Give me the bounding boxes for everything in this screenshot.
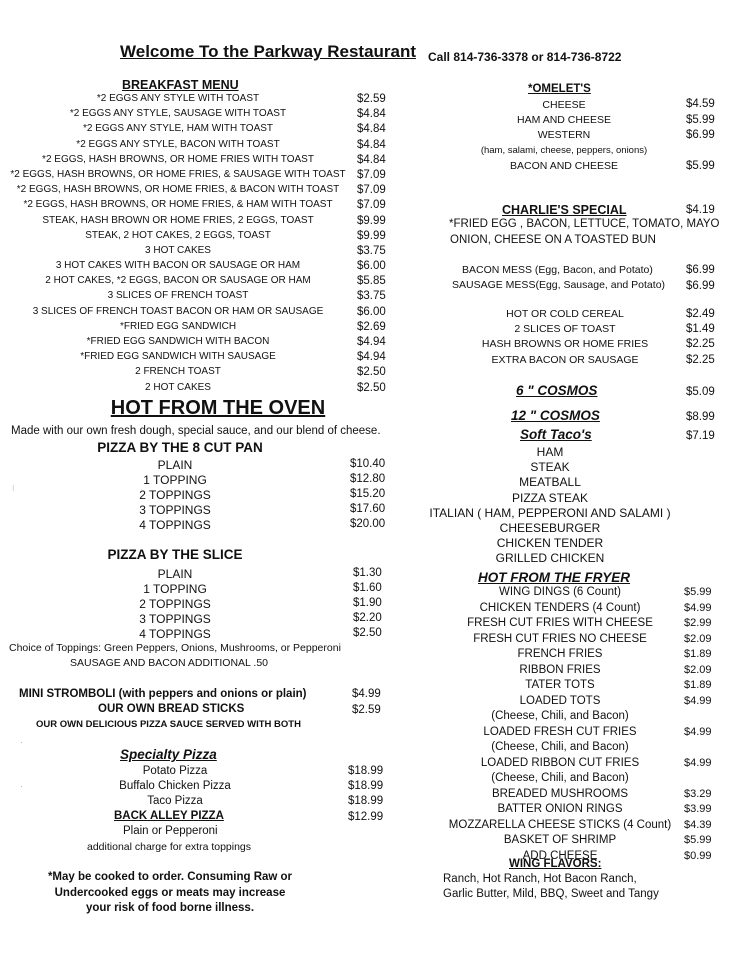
- slice-pizza-item-name: 1 TOPPING: [143, 582, 207, 596]
- slice-pizza-item-name: PLAIN: [157, 567, 193, 581]
- fryer-item-price: $3.99: [684, 803, 712, 815]
- breakfast-item-price: $2.69: [357, 320, 386, 333]
- soft-tacos-heading: Soft Taco's: [520, 427, 592, 442]
- omelet-western-note: (ham, salami, cheese, peppers, onions): [480, 145, 648, 156]
- breakfast-item-price: $2.59: [357, 93, 386, 105]
- breakfast-item-price: $7.09: [357, 199, 386, 212]
- side-item-price: $2.25: [686, 338, 715, 351]
- breakfast-item-name: STEAK, 2 HOT CAKES, 2 EGGS, TOAST: [85, 229, 271, 241]
- breakfast-item-name: 3 HOT CAKES WITH BACON OR SAUSAGE OR HAM: [55, 260, 301, 272]
- side-item: [450, 338, 730, 353]
- charlies-special-price: $4.19: [686, 204, 715, 216]
- mini-stromboli: MINI STROMBOLI (with peppers and onions or plain): [19, 688, 307, 700]
- breakfast-item-name: 2 FRENCH TOAST: [135, 366, 221, 378]
- twelve-inch-cosmos: 12 " COSMOS: [511, 408, 600, 423]
- soft-taco-item: [420, 521, 700, 536]
- slice-pizza-item: [0, 612, 400, 627]
- six-inch-cosmos: 6 " COSMOS: [516, 383, 598, 398]
- breakfast-item-name: 3 SLICES OF FRENCH TOAST: [107, 290, 249, 302]
- side-item: [450, 354, 730, 369]
- slice-pizza-item-name: 2 TOPPINGS: [139, 597, 211, 611]
- slice-pizza-item-price: $1.90: [353, 597, 382, 609]
- fryer-item-name: MOZZARELLA CHEESE STICKS (4 Count): [448, 818, 672, 831]
- twelve-inch-cosmos-price: $8.99: [686, 411, 715, 423]
- mini-stromboli-price: $4.99: [352, 688, 381, 700]
- wing-flavors-line-2: Garlic Butter, Mild, BBQ, Sweet and Tangy: [443, 888, 659, 900]
- breakfast-item: [0, 230, 395, 245]
- fryer-item: [440, 586, 740, 602]
- back-alley-pizza: BACK ALLEY PIZZA: [114, 810, 224, 822]
- fryer-item: [440, 772, 740, 788]
- pan-pizza-list: [0, 458, 400, 533]
- breakfast-item: [0, 199, 395, 214]
- warning-line-2: Undercooked eggs or meats may increase: [54, 886, 286, 899]
- consumer-warning: [20, 870, 320, 917]
- fryer-item: [440, 648, 740, 664]
- fryer-item: [440, 602, 740, 618]
- soft-taco-item: [420, 506, 700, 521]
- breakfast-item-price: $4.84: [357, 138, 386, 151]
- soft-taco-item: [420, 491, 700, 506]
- fryer-list: [440, 586, 740, 865]
- fryer-item-name: (Cheese, Chili, and Bacon): [491, 741, 629, 753]
- fryer-item-price: $4.39: [684, 818, 712, 831]
- pan-pizza-item: [0, 473, 400, 488]
- breakfast-item: [0, 290, 395, 305]
- fryer-item-price: $5.99: [684, 834, 712, 846]
- soft-taco-item-name: HAM: [536, 445, 564, 459]
- fryer-item-name: RIBBON FRIES: [519, 663, 601, 676]
- slice-pizza-item-price: $1.30: [353, 567, 382, 579]
- breakfast-item-price: $6.00: [357, 260, 386, 273]
- pan-pizza-heading: PIZZA BY THE 8 CUT PAN: [97, 440, 263, 455]
- six-inch-cosmos-price: $5.09: [686, 386, 715, 398]
- soft-taco-item: [420, 536, 700, 551]
- sides-list: [450, 308, 730, 369]
- bread-sticks: OUR OWN BREAD STICKS: [98, 703, 245, 715]
- fryer-item-price: $3.29: [684, 787, 712, 800]
- fryer-item: [440, 633, 740, 649]
- fryer-item-name: FRESH CUT FRIES NO CHEESE: [473, 632, 647, 645]
- slice-pizza-item-price: $1.60: [353, 582, 382, 594]
- breakfast-item: [0, 154, 395, 169]
- soft-taco-item: [420, 445, 700, 460]
- fryer-item: [440, 819, 740, 835]
- pan-pizza-item: [0, 458, 400, 473]
- side-item-name: 2 SLICES OF TOAST: [514, 323, 616, 336]
- fryer-item-name: (Cheese, Chili, and Bacon): [491, 710, 629, 722]
- toppings-note: Choice of Toppings: Green Peppers, Onions, Mushrooms, or Pepperoni: [9, 642, 341, 654]
- fryer-item: [440, 679, 740, 695]
- pan-pizza-item: [0, 503, 400, 518]
- soft-taco-item: [420, 475, 700, 490]
- pan-pizza-item: [0, 488, 400, 503]
- omelet-bacon-cheese: BACON AND CHEESE: [510, 160, 618, 172]
- breakfast-item: [0, 260, 395, 275]
- sauce-note: OUR OWN DELICIOUS PIZZA SAUCE SERVED WITH BOTH: [36, 719, 301, 730]
- fryer-item-price: $4.99: [684, 725, 712, 738]
- fryer-item-name: ADD CHEESE: [522, 849, 598, 862]
- fryer-item-name: LOADED TOTS: [519, 694, 601, 707]
- pan-pizza-item-name: 2 TOPPINGS: [139, 488, 211, 502]
- breakfast-item-name: *2 EGGS ANY STYLE, HAM WITH TOAST: [82, 123, 274, 135]
- pan-pizza-item-price: $20.00: [350, 518, 386, 530]
- omelets-heading: *OMELET'S: [528, 83, 591, 95]
- soft-taco-item-name: ITALIAN ( HAM, PEPPERONI AND SALAMI ): [429, 505, 671, 520]
- fryer-item-name: FRENCH FRIES: [517, 648, 603, 660]
- slice-pizza-item-price: $2.20: [353, 612, 382, 624]
- soft-taco-item-name: CHEESEBURGER: [499, 520, 601, 535]
- omelet-cheese-price: $4.59: [686, 98, 715, 110]
- breakfast-item-price: $3.75: [357, 290, 386, 303]
- breakfast-item: [0, 336, 395, 351]
- side-item: [450, 308, 730, 323]
- pan-pizza-item-name: 1 TOPPING: [143, 473, 207, 487]
- soft-taco-item-name: STEAK: [530, 460, 570, 475]
- oven-subtitle: Made with our own fresh dough, special sauce, and our blend of cheese.: [11, 425, 381, 437]
- breakfast-item-price: $4.84: [357, 153, 386, 166]
- pan-pizza-item-price: $15.20: [350, 488, 386, 500]
- breakfast-item-name: 3 HOT CAKES: [145, 244, 211, 256]
- soft-taco-item-name: MEATBALL: [519, 475, 581, 490]
- breakfast-item-price: $7.09: [357, 184, 386, 197]
- scan-speck: ·: [20, 782, 23, 791]
- fryer-item-price: $2.99: [684, 617, 712, 629]
- fryer-item: [440, 788, 740, 804]
- phone-numbers: Call 814-736-3378 or 814-736-8722: [428, 50, 622, 64]
- sausage-mess: SAUSAGE MESS(Egg, Sausage, and Potato): [452, 279, 666, 291]
- breakfast-item-price: $4.84: [357, 108, 386, 121]
- slice-pizza-item-name: 4 TOPPINGS: [139, 627, 211, 641]
- specialty-pizza-item: [0, 780, 395, 795]
- fryer-item: [440, 834, 740, 850]
- breakfast-item-name: *2 EGGS, HASH BROWNS, OR HOME FRIES, & BACON WITH TOAST: [16, 184, 340, 196]
- breakfast-item: [0, 366, 395, 381]
- sausage-bacon-note: SAUSAGE AND BACON ADDITIONAL .50: [70, 657, 269, 669]
- specialty-pizza-item: [0, 795, 395, 810]
- breakfast-item: [0, 184, 395, 199]
- side-item-name: HOT OR COLD CEREAL: [506, 308, 624, 320]
- breakfast-item-price: $4.84: [357, 123, 386, 136]
- bacon-mess-price: $6.99: [686, 264, 715, 276]
- breakfast-heading: BREAKFAST MENU: [122, 78, 239, 92]
- breakfast-item-name: *2 EGGS, HASH BROWNS, OR HOME FRIES, & SAUSAGE WITH TOAST: [10, 168, 346, 180]
- fryer-item: [440, 741, 740, 757]
- fryer-item: [440, 757, 740, 773]
- specialty-pizza-item-name: Potato Pizza: [142, 765, 208, 777]
- breakfast-item: [0, 215, 395, 230]
- fryer-item-name: (Cheese, Chili, and Bacon): [491, 772, 629, 784]
- breakfast-item-name: *2 EGGS, HASH BROWNS, OR HOME FRIES WITH TOAST: [42, 153, 314, 165]
- breakfast-item: [0, 351, 395, 366]
- breakfast-item: [0, 306, 395, 321]
- breakfast-item-name: 2 HOT CAKES, *2 EGGS, BACON OR SAUSAGE OR HAM: [45, 275, 311, 287]
- sausage-mess-price: $6.99: [686, 280, 715, 292]
- warning-line-1: *May be cooked to order. Consuming Raw or: [47, 871, 293, 883]
- specialty-pizza-item: [0, 765, 395, 780]
- breakfast-item-name: *2 EGGS ANY STYLE, BACON WITH TOAST: [76, 138, 280, 150]
- breakfast-item-price: $2.50: [357, 366, 386, 379]
- specialty-pizza-item-price: $18.99: [348, 795, 384, 808]
- pan-pizza-item-name: PLAIN: [157, 458, 193, 472]
- pan-pizza-item-price: $10.40: [350, 458, 386, 470]
- soft-taco-item-name: GRILLED CHICKEN: [495, 551, 605, 566]
- soft-taco-item: [420, 551, 700, 566]
- fryer-item: [440, 803, 740, 819]
- specialty-pizza-list: [0, 765, 395, 811]
- specialty-pizza-item-price: $18.99: [348, 780, 384, 793]
- fryer-item-name: TATER TOTS: [525, 679, 595, 691]
- back-alley-sub: Plain or Pepperoni: [123, 825, 218, 837]
- omelet-western: WESTERN: [537, 129, 591, 141]
- fryer-item: [440, 617, 740, 633]
- fryer-item-price: $0.99: [684, 849, 712, 862]
- fryer-item-price: $4.99: [684, 694, 712, 707]
- breakfast-item: [0, 275, 395, 290]
- breakfast-item-price: $6.00: [357, 305, 386, 318]
- breakfast-item-name: 3 SLICES OF FRENCH TOAST BACON OR HAM OR SAUSAGE: [32, 305, 324, 317]
- scan-speck: ⁝: [12, 484, 15, 493]
- fryer-item-price: $4.99: [684, 756, 712, 769]
- fryer-item-name: WING DINGS (6 Count): [498, 586, 622, 598]
- breakfast-item-name: *FRIED EGG SANDWICH WITH SAUSAGE: [80, 351, 276, 363]
- pan-pizza-item-price: $17.60: [350, 503, 386, 515]
- breakfast-item: [0, 93, 395, 108]
- breakfast-item-price: $4.94: [357, 336, 386, 348]
- pan-pizza-item-name: 4 TOPPINGS: [139, 518, 211, 532]
- side-item: [450, 323, 730, 338]
- soft-taco-item: [420, 460, 700, 475]
- fryer-item-name: BATTER ONION RINGS: [497, 803, 623, 815]
- side-item-price: $1.49: [686, 323, 715, 336]
- scan-speck: ·: [20, 738, 23, 747]
- page-title: Welcome To the Parkway Restaurant: [120, 42, 417, 61]
- breakfast-item-name: *FRIED EGG SANDWICH: [119, 320, 237, 332]
- breakfast-item-price: $7.09: [357, 168, 386, 181]
- breakfast-item-price: $9.99: [357, 229, 386, 242]
- breakfast-item-price: $3.75: [357, 244, 386, 257]
- pan-pizza-item: [0, 518, 400, 533]
- breakfast-item: [0, 245, 395, 260]
- specialty-pizza-item-name: Taco Pizza: [147, 795, 203, 808]
- fryer-item: [440, 664, 740, 680]
- charlies-special-line-1: *FRIED EGG , BACON, LETTUCE, TOMATO, MAYO: [449, 218, 720, 230]
- wing-flavors-line-1: Ranch, Hot Ranch, Hot Bacon Ranch,: [443, 873, 637, 885]
- breakfast-item-name: *2 EGGS ANY STYLE WITH TOAST: [96, 93, 260, 104]
- breakfast-item-name: *2 EGGS ANY STYLE, SAUSAGE WITH TOAST: [69, 108, 287, 120]
- soft-tacos-price: $7.19: [686, 430, 715, 442]
- fryer-item-price: $4.99: [684, 601, 712, 614]
- fryer-item-name: FRESH CUT FRIES WITH CHEESE: [467, 617, 653, 629]
- fryer-item-name: LOADED FRESH CUT FRIES: [483, 725, 637, 738]
- omelet-ham-cheese: HAM AND CHEESE: [517, 114, 611, 126]
- omelet-ham-cheese-price: $5.99: [686, 114, 715, 126]
- breakfast-item-name: *2 EGGS, HASH BROWNS, OR HOME FRIES, & HAM WITH TOAST: [23, 199, 333, 211]
- breakfast-item-price: $2.50: [357, 381, 386, 394]
- soft-tacos-list: [420, 445, 700, 567]
- breakfast-list: [0, 93, 395, 397]
- omelet-bacon-cheese-price: $5.99: [686, 160, 715, 172]
- breakfast-item: [0, 382, 395, 397]
- slice-pizza-list: [0, 567, 400, 642]
- side-item-price: $2.49: [686, 308, 715, 320]
- specialty-pizza-item-name: Buffalo Chicken Pizza: [119, 780, 231, 793]
- fryer-item-price: $1.89: [684, 679, 712, 691]
- fryer-heading: HOT FROM THE FRYER: [478, 570, 631, 585]
- extra-toppings-note: additional charge for extra toppings: [87, 841, 252, 853]
- fryer-item-name: CHICKEN TENDERS (4 Count): [479, 601, 641, 614]
- breakfast-item: [0, 139, 395, 154]
- slice-pizza-item: [0, 582, 400, 597]
- breakfast-item-price: $9.99: [357, 214, 386, 227]
- breakfast-item-name: STEAK, HASH BROWN OR HOME FRIES, 2 EGGS, TOAST: [42, 214, 314, 226]
- bacon-mess: BACON MESS (Egg, Bacon, and Potato): [462, 264, 653, 276]
- slice-pizza-item: [0, 597, 400, 612]
- fryer-item: [440, 710, 740, 726]
- breakfast-item-name: 2 HOT CAKES: [145, 381, 211, 393]
- side-item-name: EXTRA BACON OR SAUSAGE: [491, 353, 639, 366]
- omelet-western-price: $6.99: [686, 129, 715, 141]
- charlies-special-line-2: ONION, CHEESE ON A TOASTED BUN: [450, 234, 656, 246]
- fryer-item-price: $1.89: [684, 648, 712, 660]
- back-alley-pizza-price: $12.99: [348, 811, 384, 823]
- oven-heading: HOT FROM THE OVEN: [110, 397, 326, 419]
- fryer-item-name: BREADED MUSHROOMS: [491, 787, 629, 800]
- fryer-item-name: LOADED RIBBON CUT FRIES: [480, 756, 640, 769]
- fryer-item: [440, 726, 740, 742]
- bread-sticks-price: $2.59: [352, 704, 381, 716]
- breakfast-item: [0, 123, 395, 138]
- breakfast-item: [0, 169, 395, 184]
- breakfast-item: [0, 108, 395, 123]
- wing-flavors-heading: WING FLAVORS:: [509, 858, 602, 870]
- warning-line-3: your risk of food borne illness.: [85, 902, 255, 914]
- side-item-name: HASH BROWNS OR HOME FRIES: [481, 338, 649, 351]
- breakfast-item-name: *FRIED EGG SANDWICH WITH BACON: [86, 336, 270, 347]
- slice-pizza-item-name: 3 TOPPINGS: [139, 612, 211, 626]
- specialty-pizza-heading: Specialty Pizza: [120, 747, 217, 762]
- breakfast-item: [0, 321, 395, 336]
- slice-pizza-item: [0, 567, 400, 582]
- fryer-item-name: BASKET OF SHRIMP: [503, 834, 617, 846]
- slice-pizza-heading: PIZZA BY THE SLICE: [107, 547, 243, 562]
- omelet-cheese: CHEESE: [542, 99, 586, 111]
- specialty-pizza-item-price: $18.99: [348, 765, 384, 777]
- slice-pizza-item: [0, 627, 400, 642]
- pan-pizza-item-price: $12.80: [350, 473, 386, 485]
- soft-taco-item-name: CHICKEN TENDER: [496, 536, 604, 551]
- fryer-item-price: $2.09: [684, 663, 712, 676]
- slice-pizza-item-price: $2.50: [353, 627, 382, 639]
- side-item-price: $2.25: [686, 353, 715, 366]
- breakfast-item-price: $4.94: [357, 351, 386, 364]
- fryer-item-price: $5.99: [684, 586, 712, 598]
- fryer-item-price: $2.09: [684, 632, 712, 645]
- breakfast-item-price: $5.85: [357, 275, 386, 288]
- fryer-item: [440, 695, 740, 711]
- charlies-special-heading: CHARLIE'S SPECIAL: [502, 203, 627, 217]
- pan-pizza-item-name: 3 TOPPINGS: [139, 503, 211, 517]
- soft-taco-item-name: PIZZA STEAK: [511, 490, 589, 505]
